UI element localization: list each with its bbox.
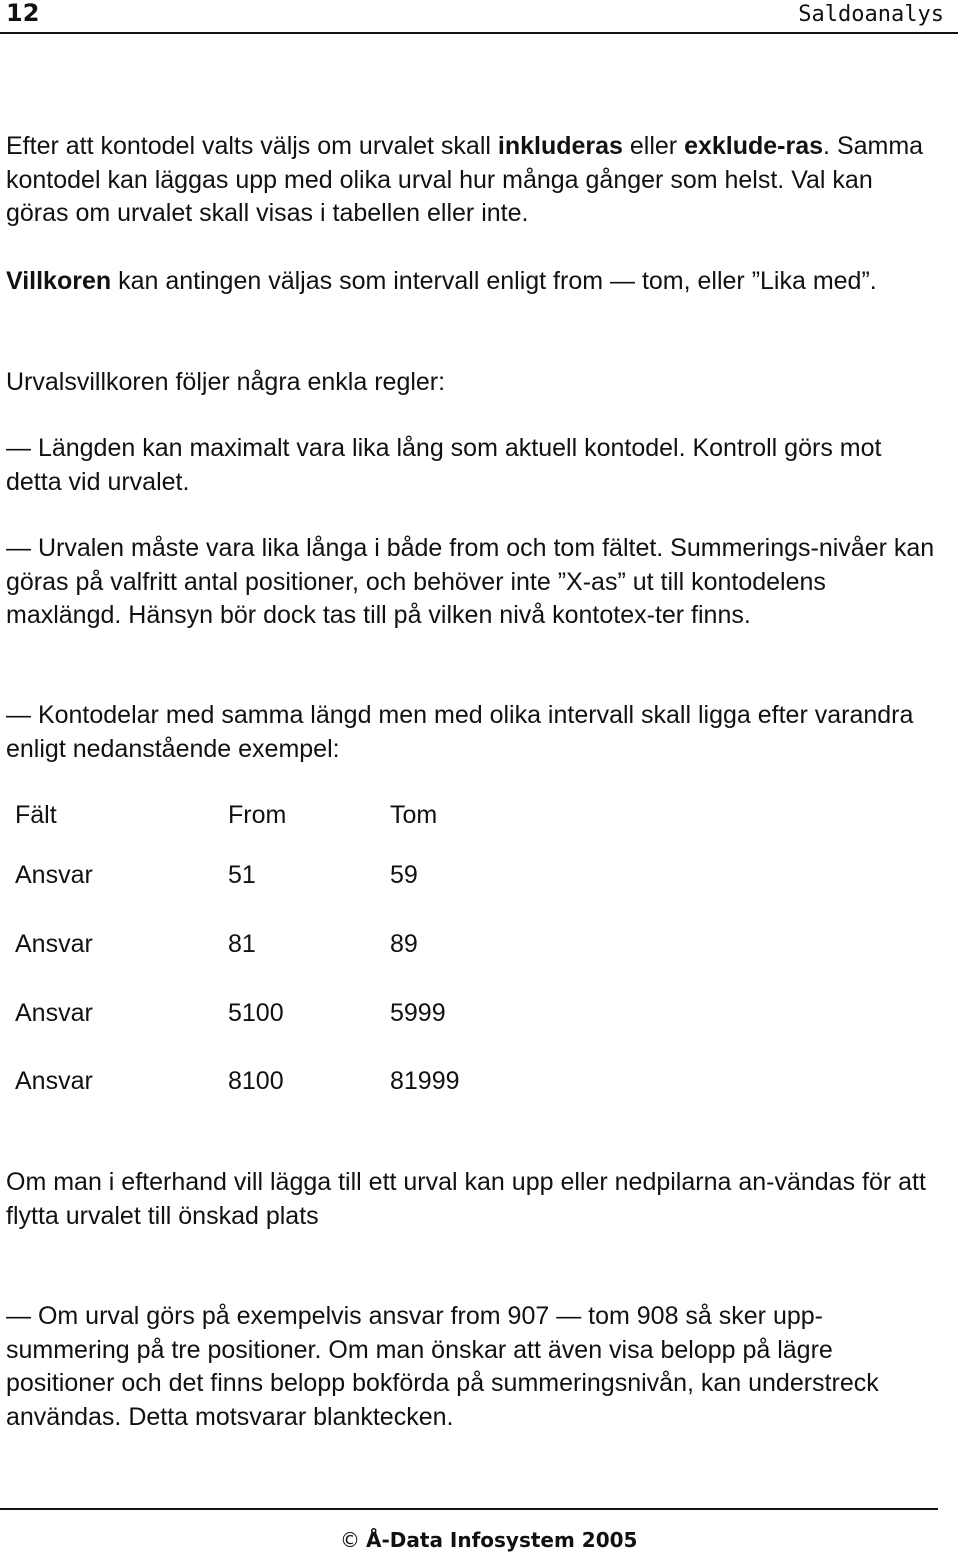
table-cell: 51 xyxy=(228,861,256,889)
page-number: 12 xyxy=(6,0,40,27)
table-cell: 59 xyxy=(390,861,418,889)
table-cell: 89 xyxy=(390,930,418,958)
table-cell: Ansvar xyxy=(15,1067,93,1095)
paragraph-rule-ordering: — Kontodelar med samma längd men med olika intervall skall ligga efter varandra enligt nedanstående exempel: xyxy=(6,701,914,763)
copyright-icon: © xyxy=(340,1528,360,1552)
paragraph-selection-include-exclude xyxy=(6,130,936,231)
paragraph-conditions xyxy=(6,265,936,299)
footer-rule xyxy=(0,1508,938,1510)
footer-company: Å-Data Infosystem 2005 xyxy=(366,1528,638,1552)
paragraph-summation: — Om urval görs på exempelvis ansvar from 907 — tom 908 så sker upp-summering på tre positioner. Om man önskar att även visa belopp på lägre positioner och det finns belopp bokförda på summeringsnivån, kan understreck användas. Detta motsvarar blanktecken. xyxy=(6,1302,879,1431)
table-cell: 81 xyxy=(228,930,256,958)
table-cell: 8100 xyxy=(228,1067,284,1095)
table-cell: 5100 xyxy=(228,999,284,1027)
page-header xyxy=(0,0,960,34)
emphasis-conditions: Villkoren xyxy=(6,267,112,295)
table-cell: Ansvar xyxy=(15,861,93,889)
header-rule xyxy=(0,32,958,34)
table-header-to: Tom xyxy=(390,801,438,829)
paragraph-rule-length: — Längden kan maximalt vara lika lång som aktuell kontodel. Kontroll görs mot detta vid urvalet. xyxy=(6,434,882,496)
text-span: kan antingen väljas som intervall enligt from — tom, eller ”Lika med”. xyxy=(111,267,877,295)
table-cell: Ansvar xyxy=(15,999,93,1027)
text-span: . Samma kontodel kan läggas upp med olika urval hur många gånger som helst. Val kan göras om urvalet skall visas i tabellen eller inte. xyxy=(6,132,924,227)
table-cell: Ansvar xyxy=(15,930,93,958)
paragraph-rules-intro: Urvalsvillkoren följer några enkla regler: xyxy=(6,368,446,396)
table-header-field: Fält xyxy=(15,801,57,829)
table-cell: 5999 xyxy=(390,999,446,1027)
page-footer xyxy=(340,1528,637,1552)
paragraph-reorder: Om man i efterhand vill lägga till ett urval kan upp eller nedpilarna an-vändas för att flytta urvalet till önskad plats xyxy=(6,1168,926,1230)
paragraph-rule-equal-length: — Urvalen måste vara lika långa i både from och tom fältet. Summerings-nivåer kan göras på valfritt antal positioner, och behöver inte ”X-as” ut till kontodelens maxlängd. Hänsyn bör dock tas till på vilken nivå kontotex-ter finns. xyxy=(6,534,935,629)
table-cell: 81999 xyxy=(390,1067,460,1095)
text-span: eller xyxy=(622,132,685,160)
emphasis-exclude: exklude-ras xyxy=(684,132,824,160)
emphasis-include: inkluderas xyxy=(497,132,623,160)
table-header-from: From xyxy=(228,801,287,829)
text-span: Efter att kontodel valts väljs om urvalet skall xyxy=(6,132,498,160)
running-title: Saldoanalys xyxy=(798,2,944,27)
